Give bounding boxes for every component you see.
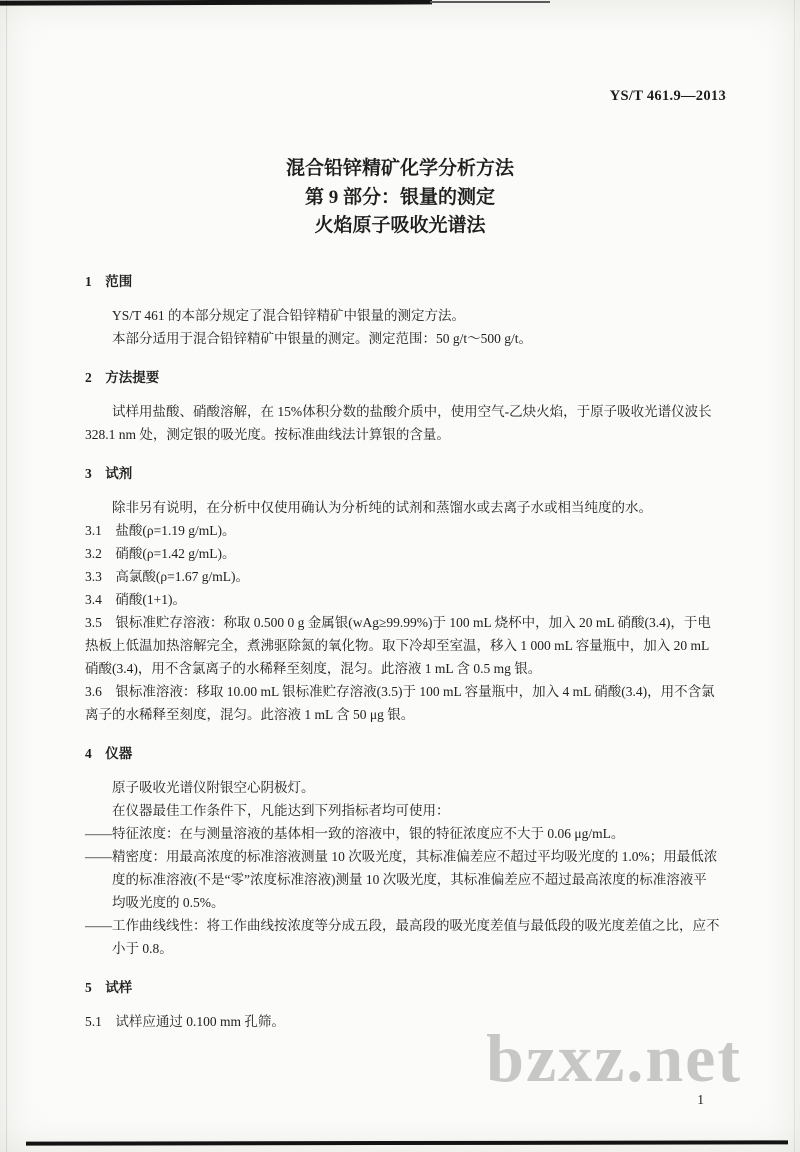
document-body — [85, 270, 720, 1033]
title-line-1: 混合铅锌精矿化学分析方法 — [285, 158, 514, 179]
scope-paragraph-1: YS/T 461 的本部分规定了混合铅锌精矿中银量的测定方法。 — [112, 308, 466, 323]
section-sample — [85, 976, 720, 1033]
sample-item-5-1: 5.1 试样应通过 0.100 mm 孔筛。 — [85, 1014, 285, 1029]
reagent-item-3-1: 3.1 盐酸(ρ=1.19 g/mL)。 — [85, 523, 236, 538]
section-heading-apparatus: 4 仪器 — [85, 746, 133, 761]
indicator-linearity: ——工作曲线线性：将工作曲线按浓度等分成五段，最高段的吸光度差值与最低段的吸光度差值之比，应不小于 0.8。 — [85, 918, 720, 956]
standard-number: YS/T 461.9—2013 — [609, 88, 726, 104]
section-heading-method: 2 方法提要 — [85, 370, 160, 385]
reagent-item-3-3: 3.3 高氯酸(ρ=1.67 g/mL)。 — [85, 569, 249, 584]
title-line-2: 第 9 部分：银量的测定 — [304, 186, 495, 208]
section-scope — [85, 270, 720, 350]
reagents-intro: 除非另有说明，在分析中仅使用确认为分析纯的试剂和蒸馏水或去离子水或相当纯度的水。 — [112, 500, 652, 515]
indicator-precision: ——精密度：用最高浓度的标准溶液测量 10 次吸光度，其标准偏差应不超过平均吸光度的 1.0%；用最低浓度的标准溶液(不是“零”浓度标准溶液)测量 10 次吸光度，其标准偏差应不超过最高浓度的标准溶液平均吸光度的 0.5%。 — [85, 849, 718, 910]
section-heading-scope: 1 范围 — [85, 274, 133, 289]
reagent-item-3-2: 3.2 硝酸(ρ=1.42 g/mL)。 — [85, 546, 236, 561]
document-title — [0, 155, 800, 241]
watermark: bzxz.net — [486, 1020, 742, 1096]
section-apparatus — [85, 742, 720, 960]
apparatus-paragraph-2: 在仪器最佳工作条件下，凡能达到下列指标者均可使用： — [112, 803, 450, 818]
reagent-item-3-6: 3.6 银标准溶液：移取 10.00 mL 银标准贮存溶液(3.5)于 100 mL 容量瓶中，加入 4 mL 硝酸(3.4)，用不含氯离子的水稀释至刻度，混匀。此溶液 1 mL 含 50 μg 银。 — [85, 684, 715, 722]
reagent-item-3-4: 3.4 硝酸(1+1)。 — [85, 592, 186, 607]
indicator-characteristic-concentration: ——特征浓度：在与测量溶液的基体相一致的溶液中，银的特征浓度应不大于 0.06 μg/mL。 — [85, 826, 625, 841]
reagent-item-3-5: 3.5 银标准贮存溶液：称取 0.500 0 g 金属银(wAg≥99.99%)于 100 mL 烧杯中，加入 20 mL 硝酸(3.4)，于电热板上低温加热溶解完全，煮沸驱除氮的氧化物。取下冷却至室温，移入 1 000 mL 容量瓶中，加入 20 mL 硝酸(3.4)，用不含氯离子的水稀释至刻度，混匀。此溶液 1 mL 含 0.5 mg 银。 — [85, 615, 711, 676]
section-method-summary — [85, 366, 720, 446]
section-heading-sample: 5 试样 — [85, 980, 133, 995]
title-line-3: 火焰原子吸收光谱法 — [314, 215, 486, 236]
section-heading-reagents: 3 试剂 — [85, 466, 133, 481]
scan-artifact-top — [0, 0, 432, 6]
apparatus-paragraph-1: 原子吸收光谱仪附银空心阴极灯。 — [112, 780, 315, 795]
scope-paragraph-2: 本部分适用于混合铅锌精矿中银量的测定。测定范围：50 g/t～500 g/t。 — [112, 331, 533, 346]
section-reagents — [85, 462, 720, 726]
page-number: 1 — [697, 1092, 704, 1107]
scan-artifact-bottom — [26, 1140, 788, 1145]
scan-artifact-top-thin — [430, 1, 550, 3]
method-paragraph: 试样用盐酸、硝酸溶解，在 15%体积分数的盐酸介质中，使用空气-乙炔火焰，于原子吸收光谱仪波长 328.1 nm 处，测定银的吸光度。按标准曲线法计算银的含量。 — [85, 404, 712, 442]
